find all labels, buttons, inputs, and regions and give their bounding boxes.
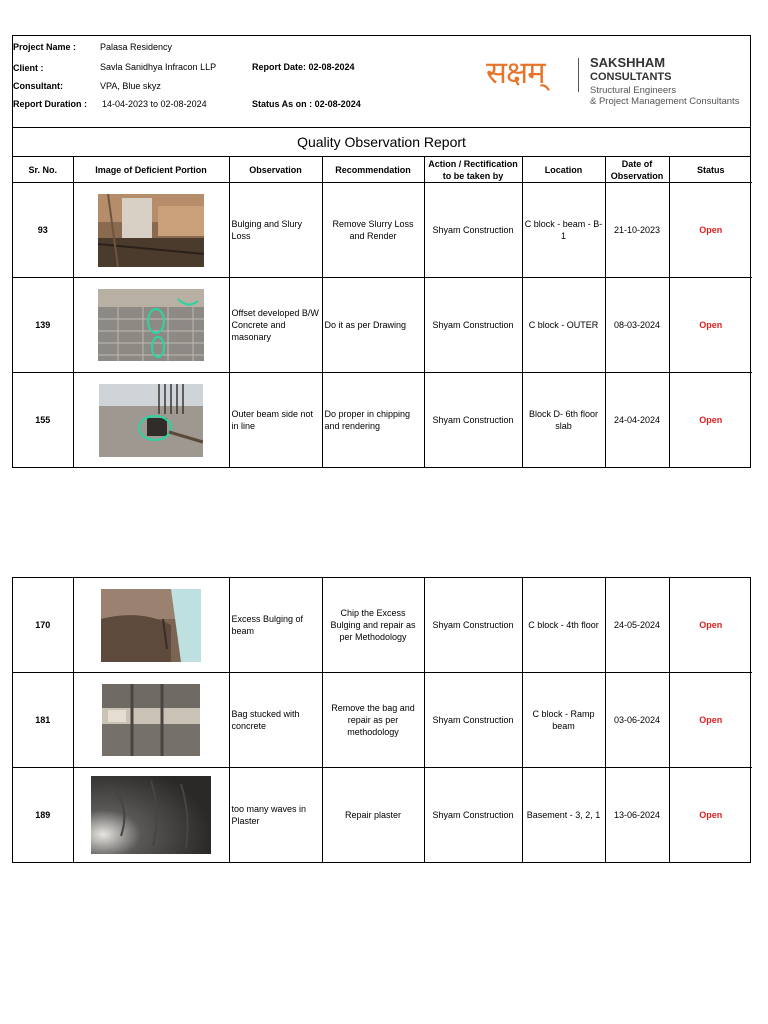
recommendation-text: Remove the bag and repair as per methodology [322, 673, 424, 768]
status-badge: Open [669, 183, 752, 278]
duration-value: 14-04-2023 to 02-08-2024 [102, 99, 207, 109]
observation-date: 21-10-2023 [605, 183, 669, 278]
table-row [13, 768, 752, 863]
sr-no: 139 [13, 278, 73, 373]
status-as-on: Status As on : 02-08-2024 [252, 99, 361, 109]
table-row [13, 183, 752, 278]
deficiency-photo-cell [73, 183, 229, 278]
status-badge: Open [669, 373, 752, 468]
status-badge: Open [669, 673, 752, 768]
sr-no: 189 [13, 768, 73, 863]
observation-text: Offset developed B/W Concrete and masonary [229, 278, 322, 373]
deficiency-photo [98, 194, 204, 267]
observation-text: Bag stucked with concrete [229, 673, 322, 768]
observation-date: 08-03-2024 [605, 278, 669, 373]
sr-no: 181 [13, 673, 73, 768]
recommendation-text: Repair plaster [322, 768, 424, 863]
client-label: Client : [13, 63, 44, 73]
col-header-sr: Sr. No. [13, 157, 73, 183]
sr-no: 170 [13, 578, 73, 673]
recommendation-text: Do proper in chipping and rendering [322, 373, 424, 468]
report-sheet-2 [12, 577, 751, 863]
col-header-observation: Observation [229, 157, 322, 183]
company-name: SAKSHHAM CONSULTANTS [590, 55, 672, 83]
recommendation-text: Chip the Excess Bulging and repair as per Methodology [322, 578, 424, 673]
observation-text: Bulging and Slury Loss [229, 183, 322, 278]
recommendation-text: Do it as per Drawing [322, 278, 424, 373]
project-value: Palasa Residency [100, 42, 173, 52]
recommendation-text: Remove Slurry Loss and Render [322, 183, 424, 278]
report-sheet-1 [12, 35, 751, 468]
client-value: Savla Sanidhya Infracon LLP [100, 62, 217, 72]
deficiency-photo [102, 684, 200, 756]
table-header-row [13, 157, 752, 183]
consultant-label: Consultant: [13, 81, 63, 91]
observation-text: Excess Bulging of beam [229, 578, 322, 673]
observation-date: 24-04-2024 [605, 373, 669, 468]
deficiency-photo-cell [73, 278, 229, 373]
col-header-image: Image of Deficient Portion [73, 157, 229, 183]
table-row [13, 673, 752, 768]
deficiency-photo-cell [73, 373, 229, 468]
col-header-status: Status [669, 157, 752, 183]
observation-table-1 [13, 157, 752, 467]
status-badge: Open [669, 578, 752, 673]
table-row [13, 373, 752, 468]
action-by: Shyam Construction [424, 768, 522, 863]
action-by: Shyam Construction [424, 673, 522, 768]
deficiency-photo [98, 289, 204, 361]
location-text: Basement - 3, 2, 1 [522, 768, 605, 863]
observation-text: Outer beam side not in line [229, 373, 322, 468]
location-text: C block - OUTER [522, 278, 605, 373]
report-date: Report Date: 02-08-2024 [252, 62, 355, 72]
observation-date: 13-06-2024 [605, 768, 669, 863]
col-header-date: Date of Observation [605, 157, 669, 183]
consultant-value: VPA, Blue skyz [100, 81, 161, 91]
company-logo-hindi: सक्षम् [486, 55, 545, 91]
observation-table-2 [13, 578, 752, 862]
status-badge: Open [669, 278, 752, 373]
deficiency-photo-cell [73, 673, 229, 768]
company-tagline: Structural Engineers & Project Management Consultants [590, 85, 740, 107]
report-title: Quality Observation Report [13, 128, 750, 157]
table-row [13, 278, 752, 373]
location-text: C block - 4th floor [522, 578, 605, 673]
col-header-recommendation: Recommendation [322, 157, 424, 183]
observation-text: too many waves in Plaster [229, 768, 322, 863]
deficiency-photo-cell [73, 578, 229, 673]
observation-date: 24-05-2024 [605, 578, 669, 673]
action-by: Shyam Construction [424, 183, 522, 278]
table-row [13, 578, 752, 673]
deficiency-photo-cell [73, 768, 229, 863]
action-by: Shyam Construction [424, 278, 522, 373]
project-label: Project Name : [13, 42, 77, 52]
action-by: Shyam Construction [424, 578, 522, 673]
deficiency-photo [101, 589, 201, 662]
report-header [13, 36, 750, 128]
sr-no: 155 [13, 373, 73, 468]
duration-label: Report Duration : [13, 99, 87, 109]
deficiency-photo [99, 384, 203, 457]
action-by: Shyam Construction [424, 373, 522, 468]
sr-no: 93 [13, 183, 73, 278]
location-text: C block - beam - B-1 [522, 183, 605, 278]
col-header-location: Location [522, 157, 605, 183]
observation-date: 03-06-2024 [605, 673, 669, 768]
location-text: Block D- 6th floor slab [522, 373, 605, 468]
status-badge: Open [669, 768, 752, 863]
location-text: C block - Ramp beam [522, 673, 605, 768]
deficiency-photo [91, 776, 211, 854]
logo-divider [578, 58, 579, 92]
col-header-action: Action / Rectification to be taken by [424, 157, 522, 183]
